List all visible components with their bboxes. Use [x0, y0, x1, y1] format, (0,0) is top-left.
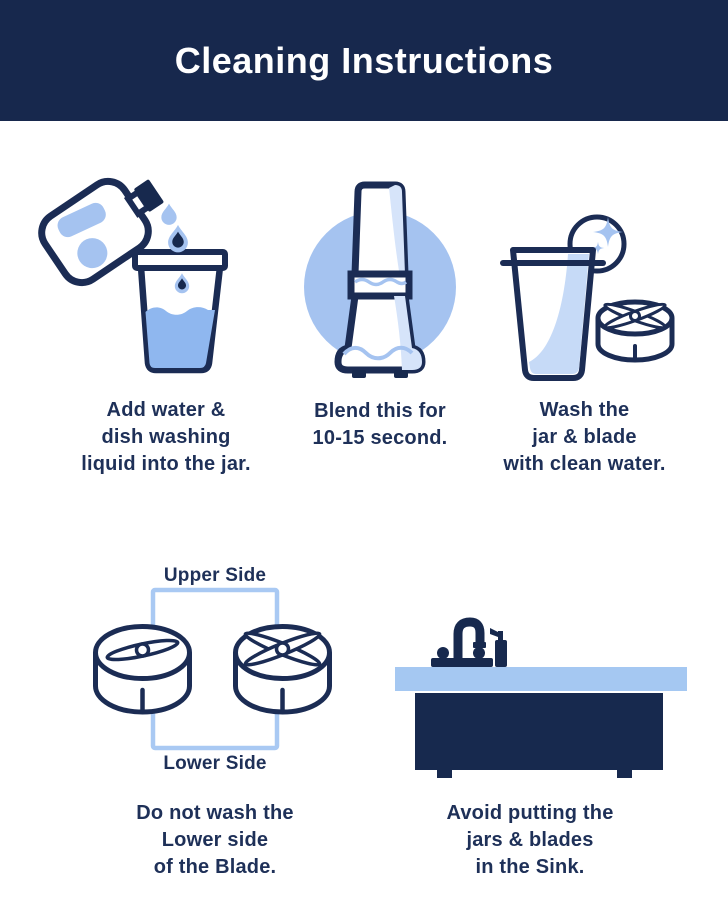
caption-line: liquid into the jar.: [81, 453, 251, 475]
caption-line: Avoid putting the: [446, 802, 614, 824]
caption-line: jars & blades: [466, 829, 594, 851]
detergent-bottle-pour-icon: [38, 162, 270, 394]
caption-line: 10-15 second.: [312, 427, 448, 449]
caption-line: Blend this for: [314, 400, 446, 422]
upper-side-label: Upper Side: [163, 565, 267, 586]
blender-icon: [302, 176, 462, 388]
caption-line: Do not wash the: [136, 802, 294, 824]
caption-line: Add water &: [106, 399, 226, 421]
caption-wash: [462, 397, 707, 478]
caption-sink-warning: [405, 800, 655, 881]
caption-line: dish washing: [101, 426, 231, 448]
caption-add-water: [31, 397, 301, 478]
caption-line: Lower side: [161, 829, 269, 851]
caption-line: with clean water.: [503, 453, 666, 475]
caption-line: Wash the: [539, 399, 630, 421]
caption-line: jar & blade: [532, 426, 637, 448]
four-blade-puck-icon: [236, 627, 330, 713]
caption-line: of the Blade.: [153, 856, 277, 878]
two-blade-puck-icon: [96, 627, 190, 712]
header-banner: [0, 0, 728, 121]
lower-side-label: Lower Side: [163, 753, 267, 774]
caption-line: in the Sink.: [475, 856, 585, 878]
page-title: Cleaning Instructions: [174, 39, 554, 81]
blade-upper-lower-diagram: [75, 585, 355, 755]
caption-blade-warning: [85, 800, 345, 881]
clean-jar-and-blade-icon: [492, 192, 697, 384]
caption-blend: [290, 398, 470, 452]
sink-icon: [395, 608, 687, 780]
